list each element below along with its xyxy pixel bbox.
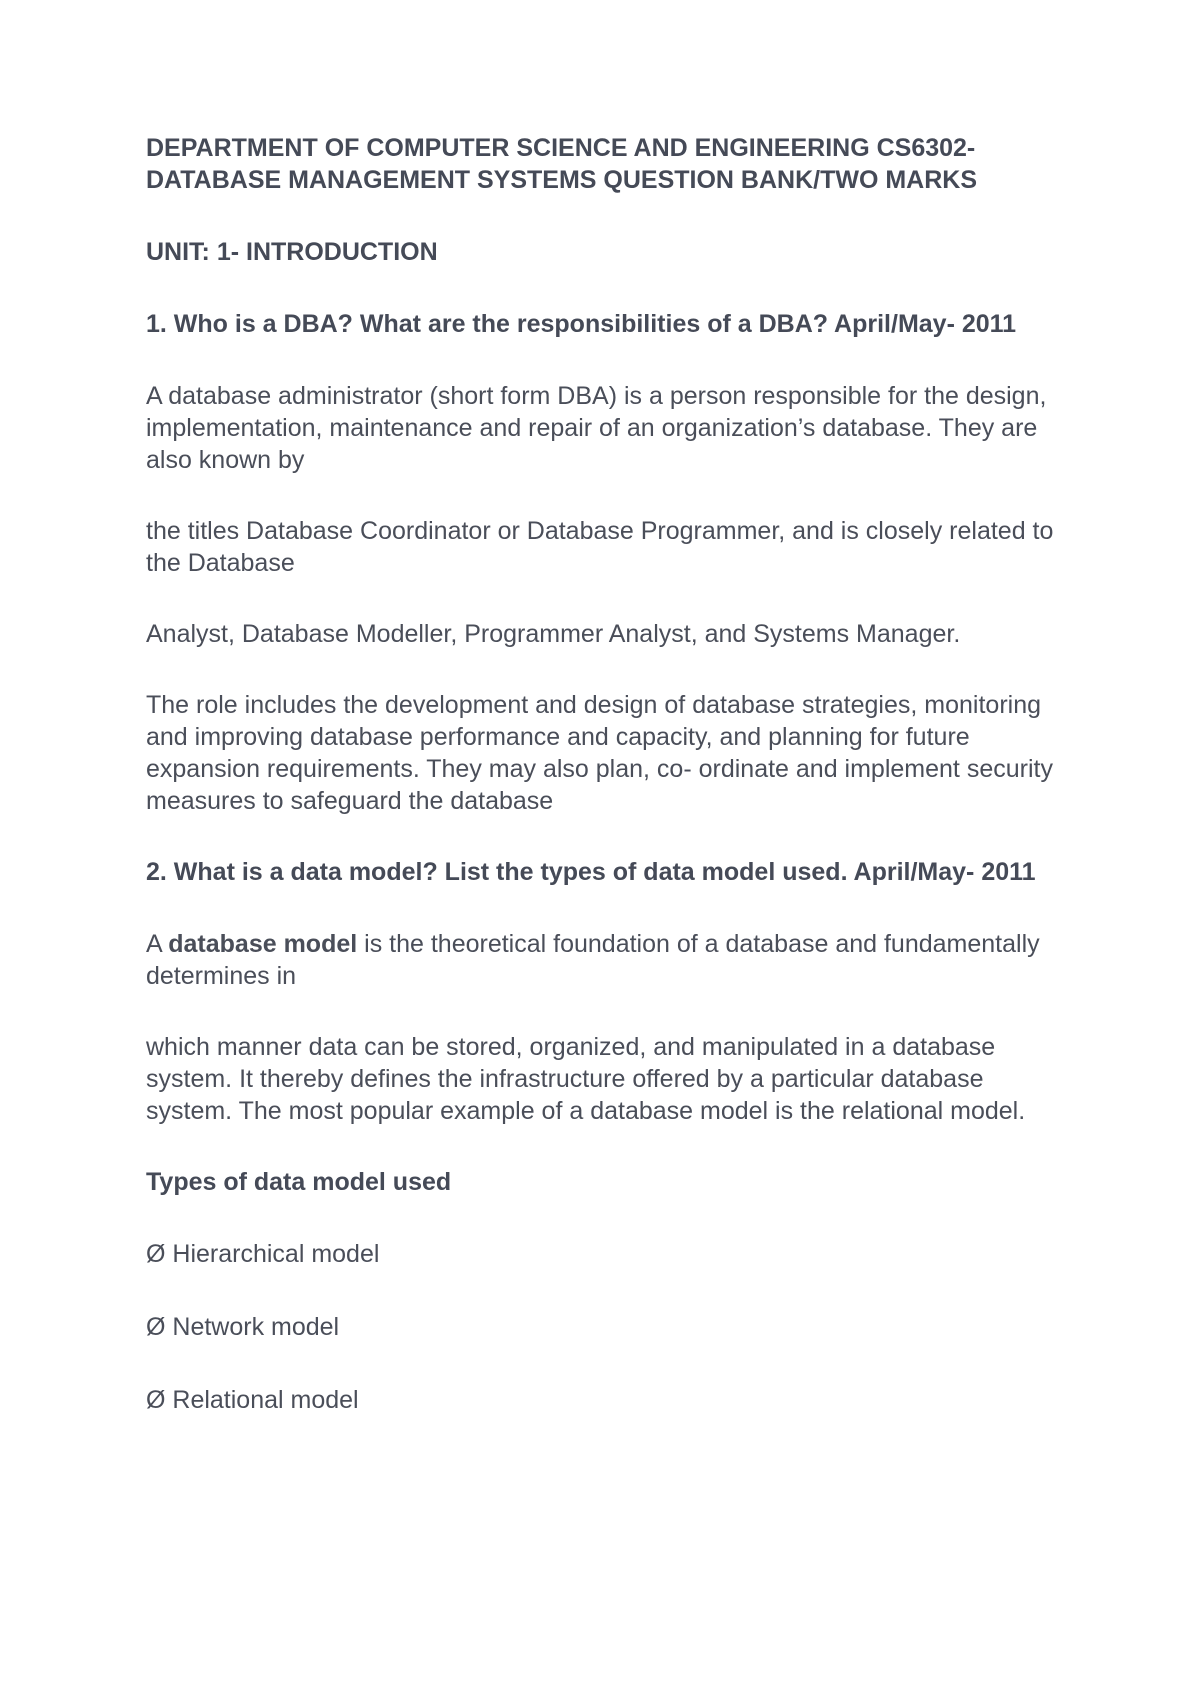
list-item-hierarchical-model: Ø Hierarchical model	[146, 1240, 380, 1268]
answer-2-lead: A	[146, 930, 169, 958]
answer-2-paragraph-1	[146, 928, 1076, 992]
document-title: DEPARTMENT OF COMPUTER SCIENCE AND ENGINEERING CS6302- DATABASE MANAGEMENT SYSTEMS QUESTION BANK/TWO MARKS	[146, 134, 978, 194]
answer-1-paragraph-1: A database administrator (short form DBA) is a person responsible for the design, implementation, maintenance and repair of an organization’s database. They are also known by	[146, 382, 1047, 474]
answer-1-paragraph-2: the titles Database Coordinator or Database Programmer, and is closely related to the Database	[146, 517, 1054, 577]
list-item-relational-model: Ø Relational model	[146, 1386, 359, 1414]
answer-1-paragraph-4: The role includes the development and design of database strategies, monitoring and improving database performance and capacity, and planning for future expansion requirements. They may also plan, co- ordinate and implement security measures to safeguard the database	[146, 691, 1053, 815]
unit-heading: UNIT: 1- INTRODUCTION	[146, 238, 438, 266]
answer-2-rest: is the theoretical foundation of a database and fundamentally determines in	[146, 930, 1040, 990]
answer-1-paragraph-3: Analyst, Database Modeller, Programmer Analyst, and Systems Manager.	[146, 620, 961, 648]
answer-2-paragraph-2: which manner data can be stored, organized, and manipulated in a database system. It thereby defines the infrastructure offered by a particular database system. The most popular example of a database model is the relational model.	[146, 1033, 1026, 1125]
types-heading: Types of data model used	[146, 1168, 452, 1196]
database-model-term: database model	[168, 930, 358, 958]
list-item-network-model: Ø Network model	[146, 1313, 340, 1341]
question-1-heading: 1. Who is a DBA? What are the responsibilities of a DBA? April/May- 2011	[146, 310, 1017, 338]
question-2-heading: 2. What is a data model? List the types of data model used. April/May- 2011	[146, 858, 1036, 886]
document-page	[146, 132, 1076, 1457]
